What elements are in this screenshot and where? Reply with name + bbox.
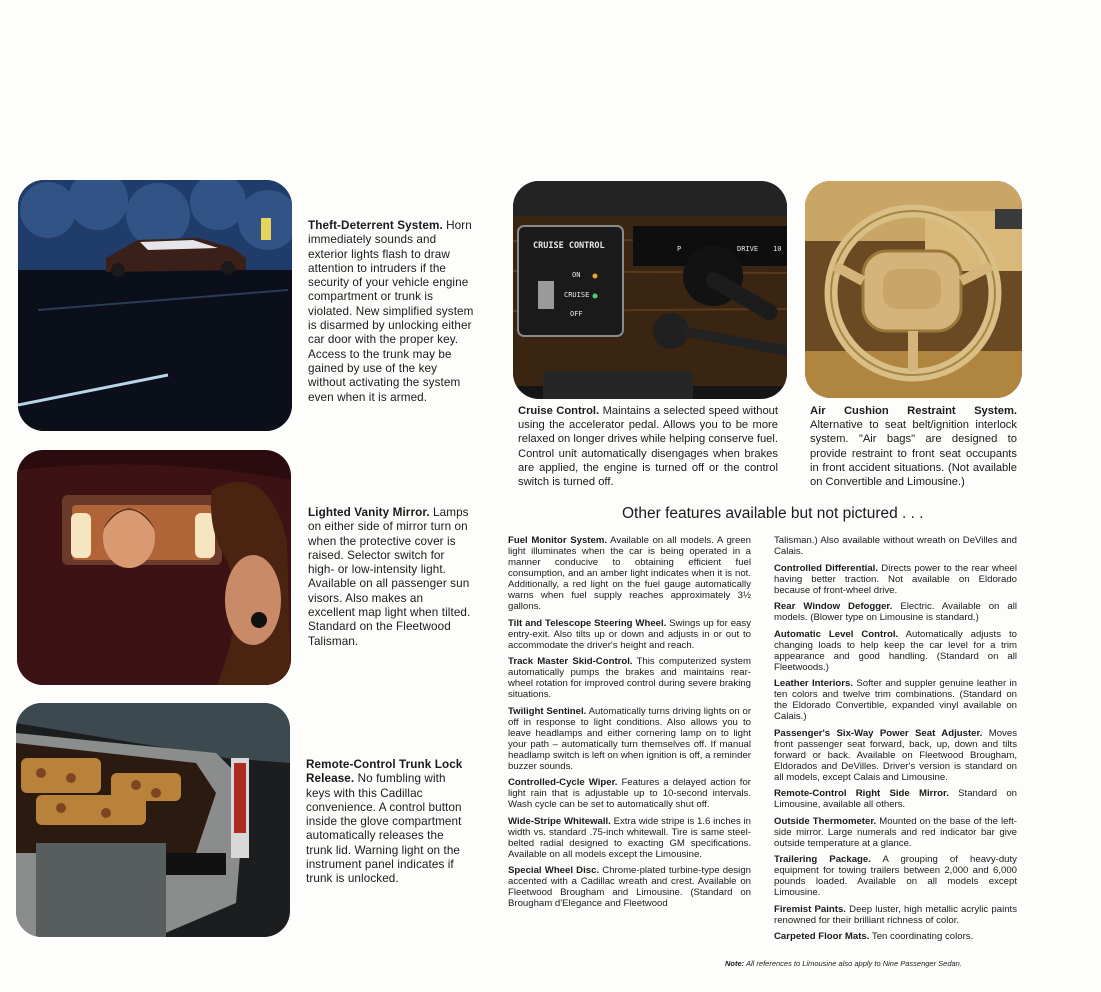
- gear-ten-label: 10: [773, 245, 782, 253]
- feature-title: Carpeted Floor Mats.: [774, 931, 870, 942]
- feature-body: Available on all models. A green light illuminates when the car is being operated in a manner conducive to obtaining efficient fuel consumption, and an amber light indicates when it is not. Additionally, a red light on the fuel gauge automatically warns when fuel supply reaches approximately 3½ gallons.: [508, 535, 752, 612]
- feature-title: Firemist Paints.: [774, 903, 846, 915]
- feature-item: [508, 618, 751, 651]
- feature-body: Directs power to the rear wheel having better traction. Not available on Eldorado because of front-wheel drive.: [774, 562, 1017, 596]
- feature-title: Automatic Level Control.: [774, 628, 899, 640]
- feature-body: Moves front passenger seat forward, back, up, down and tilts forward or back. Available on Fleetwood Brougham, Eldorados and DeVilles. Driver's version is standard on all models, except Calais and Limousine.: [774, 727, 1017, 783]
- feature-body: Horn immediately sounds and exterior lights flash to draw attention to intruders if the security of your vehicle engine compartment or trunk is violated. New simplified system is disarmed by unlocking either car door with the proper key. Access to the trunk may be gained by use of the key without activating the system even when it is armed.: [308, 219, 474, 404]
- feature-title: Controlled-Cycle Wiper.: [508, 777, 618, 788]
- feature-title: Leather Interiors.: [774, 678, 854, 689]
- caption-body: Alternative to seat belt/ignition interlock system. "Air bags" are designed to provide restraint to front seat occupants in front accident situations. (Not available on Convertible and Limousine.): [810, 419, 1017, 489]
- air-cushion-caption: [810, 404, 1017, 489]
- feature-title: Tilt and Telescope Steering Wheel.: [508, 617, 667, 629]
- feature-item: [508, 656, 751, 700]
- vanity-mirror-photo: [17, 450, 291, 685]
- trunk-release-text: [306, 758, 471, 887]
- footnote-text: All references to Limousine also apply to Nine Passenger Sedan.: [744, 959, 962, 968]
- feature-item: [508, 535, 751, 612]
- feature-body: Deep luster, high metallic acrylic paints renowned for their brilliant richness of color.: [774, 903, 1018, 926]
- feature-title: Controlled Differential.: [774, 562, 878, 574]
- feature-body: Automatically turns driving lights on or off in response to light conditions. Also allows you to leave headlamps and either cornering lamp on to light your path – automatically turn themselves off. If manual headlamp switch is left on when ignition is off, a reminder buzzer sounds.: [508, 705, 752, 772]
- feature-item: [774, 931, 1017, 942]
- feature-item: [508, 865, 751, 909]
- footnote: [725, 959, 962, 968]
- feature-body: Electric. Available on all models. (Blower type on Limousine is standard.): [774, 601, 1017, 623]
- feature-body: This computerized system automatically pumps the brakes and maintains rear-wheel rotation for improved control during severe braking situations.: [508, 656, 751, 700]
- features-column-1: [508, 535, 751, 915]
- feature-item: [774, 535, 1017, 557]
- cruise-control-caption: [518, 404, 778, 489]
- feature-item: [774, 563, 1017, 596]
- feature-body: Chrome-plated turbine-type design accented with a Cadillac wreath and crest. Available on Fleetwood Brougham and Limousine. (Standard on Brougham d'Elegance and Fleetwood: [508, 865, 751, 909]
- theft-deterrent-photo: [18, 180, 292, 431]
- feature-item: [774, 788, 1017, 810]
- feature-body: Automatically adjusts to changing loads to help keep the car level for a trim appearance and good handling. (Standard on all Fleetwoods.): [774, 628, 1017, 673]
- feature-body: Mounted on the base of the left-side mirror. Large numerals and red indicator bar give outside temperature at a glance.: [774, 815, 1018, 849]
- feature-title: Rear Window Defogger.: [774, 601, 893, 612]
- feature-title: Passenger's Six-Way Power Seat Adjuster.: [774, 727, 983, 739]
- feature-item: [774, 678, 1017, 722]
- feature-item: [774, 601, 1017, 623]
- feature-item: [774, 629, 1017, 673]
- trunk-release-photo: [16, 703, 290, 937]
- feature-title: Twilight Sentinel.: [508, 705, 587, 717]
- gear-p-label: P: [677, 245, 682, 253]
- feature-item: [774, 904, 1017, 926]
- cruise-panel-on: ON: [572, 271, 581, 279]
- gear-drive-label: DRIVE: [737, 245, 759, 253]
- feature-title: Lighted Vanity Mirror.: [308, 506, 430, 519]
- feature-title: Special Wheel Disc.: [508, 865, 600, 876]
- caption-body: Maintains a selected speed without using the accelerator pedal. Allows you to be more relaxed on longer drives while helping conserve fuel. Control unit automatically disengages when brakes are applied, the engine is turned off or the control switch is turned off.: [518, 405, 778, 489]
- cruise-panel-off: OFF: [570, 310, 583, 318]
- feature-body: Extra wide stripe is 1.6 inches in width vs. standard .75-inch whitewall. Tire is same steel-belted radial designed to exacting GM specifications. Available on all models except the Limousine.: [508, 815, 751, 860]
- vanity-mirror-text: [308, 506, 473, 649]
- feature-title: Track Master Skid-Control.: [508, 656, 633, 667]
- feature-body: Standard on Limousine, available all others.: [774, 788, 1017, 810]
- feature-body: Lamps on either side of mirror turn on when the protective cover is raised. Selector switch for high- or low-intensity light. Available on all passenger sun visors. Also makes an excellent map light when tilted. Standard on the Fleetwood Talisman.: [308, 506, 471, 648]
- feature-title: Trailering Package.: [774, 854, 871, 865]
- feature-body: Softer and suppler genuine leather in ten colors and twelve trim combinations. (Standard on the Eldorado Convertible, expanded vinyl available on Calais.): [774, 678, 1017, 722]
- features-column-2: [774, 535, 1017, 948]
- caption-title: Air Cushion Restraint System.: [810, 405, 1017, 417]
- feature-item: [508, 706, 751, 772]
- feature-body: No fumbling with keys with this Cadillac convenience. A control button inside the glove compartment automatically releases the trunk lid. Warning light on the instrument panel indicates if trunk is unlocked.: [306, 772, 462, 886]
- feature-item: [774, 816, 1017, 849]
- feature-item: [774, 728, 1017, 783]
- feature-title: Remote-Control Right Side Mirror.: [774, 788, 949, 799]
- feature-item: [774, 854, 1017, 898]
- cruise-panel-title: CRUISE CONTROL: [533, 241, 605, 251]
- feature-title: Remote-Control Trunk Lock Release.: [306, 758, 463, 786]
- feature-title: Wide-Stripe Whitewall.: [508, 815, 611, 827]
- cruise-panel-cruise: CRUISE: [564, 291, 590, 299]
- air-cushion-photo: [805, 181, 1022, 398]
- feature-body: Ten coordinating colors.: [869, 931, 974, 942]
- caption-title: Cruise Control.: [518, 405, 600, 417]
- footnote-label: Note:: [725, 959, 745, 968]
- theft-deterrent-text: [308, 219, 478, 405]
- feature-body: A grouping of heavy-duty equipment for towing trailers between 2,000 and 6,000 pounds loaded. Available on all models except Limousine.: [774, 854, 1017, 898]
- feature-item: [508, 816, 751, 860]
- features-heading: Other features available but not pictured . . .: [622, 505, 924, 522]
- feature-item: [508, 777, 751, 810]
- cruise-control-photo: [513, 181, 787, 399]
- feature-body: Features a delayed action for light rain that is adjustable up to 10-second intervals. Wash cycle can be set to automatically shut off.: [508, 777, 751, 810]
- feature-body: Talisman.) Also available without wreath on DeVilles and Calais.: [774, 535, 1017, 557]
- feature-title: Outside Thermometer.: [774, 815, 877, 827]
- feature-title: Theft-Deterrent System.: [308, 219, 443, 232]
- feature-title: Fuel Monitor System.: [508, 535, 608, 546]
- feature-body: Swings up for easy entry-exit. Also tilts up or down and adjusts in or out to accommodate the driver's height and reach.: [508, 617, 751, 651]
